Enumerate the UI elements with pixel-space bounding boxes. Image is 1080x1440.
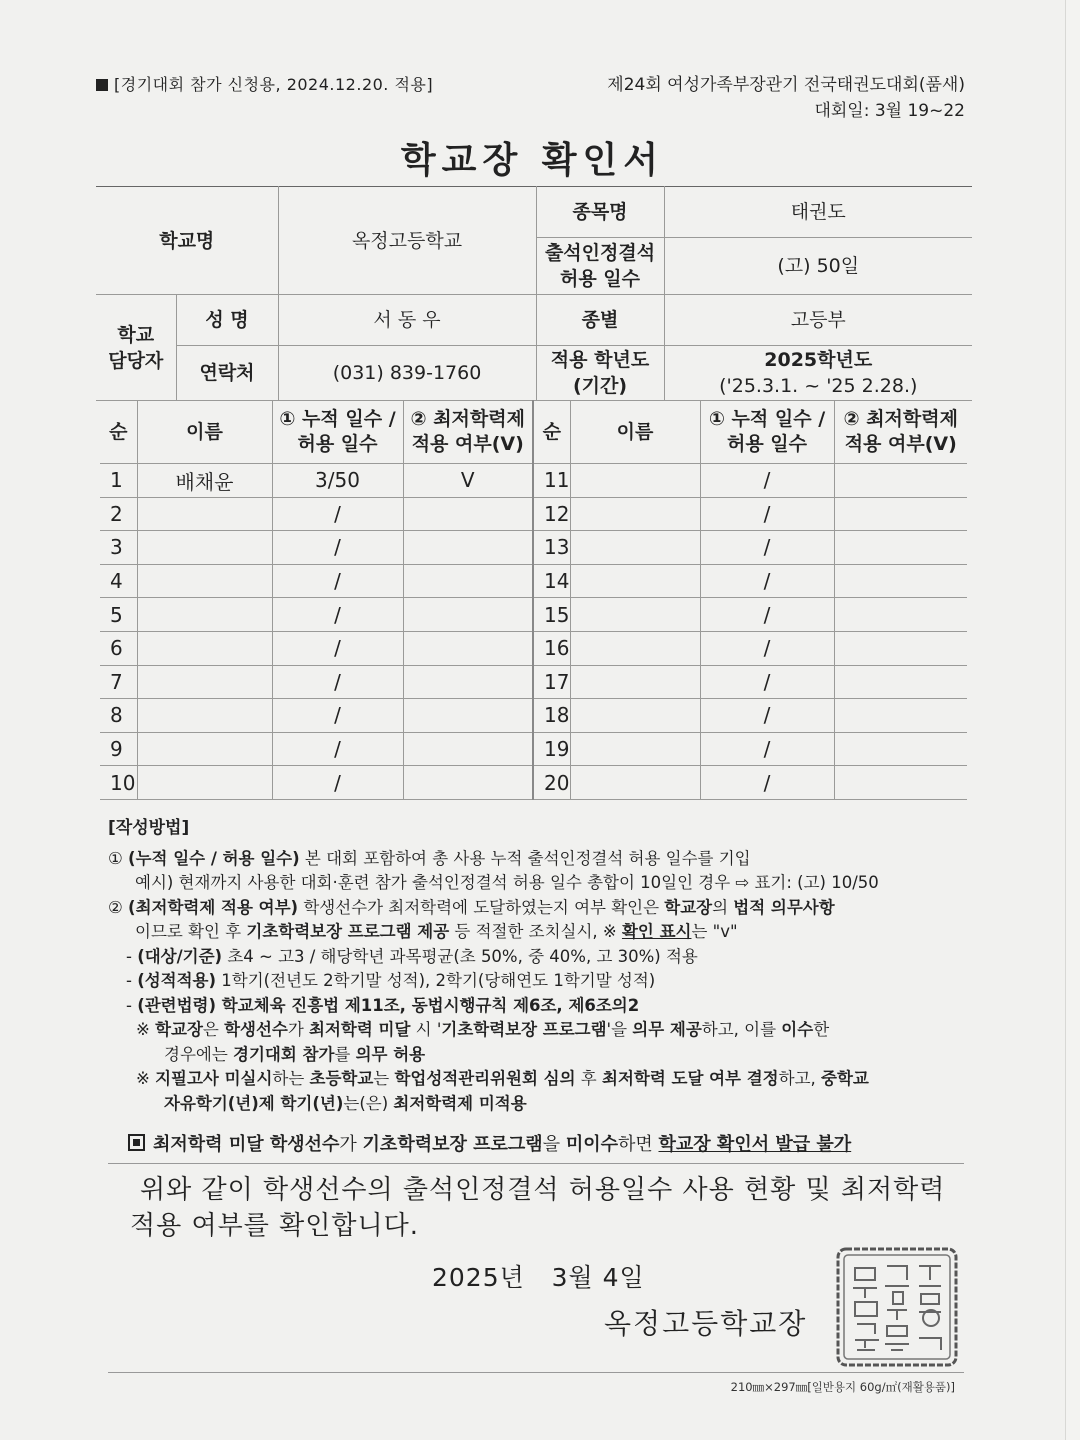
notice-bold: 미이수 xyxy=(565,1134,618,1155)
min-header xyxy=(403,401,533,464)
days-value: / xyxy=(272,598,403,632)
instruction-text: 시 ' xyxy=(410,1020,442,1039)
instruction-line xyxy=(108,896,968,921)
min-header-line1: ② 최저학력제 xyxy=(843,408,958,430)
competition-info xyxy=(607,72,965,124)
instruction-bold: 의무 제공 xyxy=(632,1020,702,1039)
table-row xyxy=(100,531,967,565)
row-number: 19 xyxy=(533,732,570,766)
document-title: 학교장 확인서 xyxy=(400,140,665,181)
instruction-text: 하고, xyxy=(778,1069,821,1088)
row-number: 14 xyxy=(533,564,570,598)
instructions xyxy=(108,816,968,1116)
name-label: 성 명 xyxy=(176,295,278,346)
table-row xyxy=(100,732,967,766)
year-value-line2: ('25.3.1. ~ '25 2.28.) xyxy=(719,375,918,397)
instruction-text: 본 대회 포함하여 총 사용 누적 출석인정결석 허용 일수를 기입 xyxy=(299,848,751,868)
principal-name: 옥정고등학교장 xyxy=(604,1307,808,1340)
min-check xyxy=(834,732,967,766)
year-label-line2: (기간) xyxy=(572,375,628,397)
days-value: / xyxy=(700,732,834,766)
year-value xyxy=(664,346,972,401)
student-name xyxy=(137,598,272,632)
min-check xyxy=(834,531,967,565)
days-value: / xyxy=(272,564,403,598)
row-number: 7 xyxy=(100,665,137,699)
table-row xyxy=(100,631,967,665)
info-table xyxy=(96,186,972,401)
year-value-line1: 2025학년도 xyxy=(764,349,873,371)
instruction-text: 는 "v" xyxy=(691,922,738,941)
issuance-notice xyxy=(128,1130,851,1156)
instruction-text: 는(은) xyxy=(343,1093,394,1113)
row-number: 3 xyxy=(100,531,137,565)
dash: - xyxy=(126,946,138,966)
min-check xyxy=(834,665,967,699)
days-value: / xyxy=(700,564,834,598)
circled-one: ① xyxy=(108,848,123,868)
instruction-text: 이므로 확인 후 xyxy=(135,922,247,941)
instruction-bold: 최저학력제 미적용 xyxy=(393,1093,527,1113)
row-number: 18 xyxy=(533,699,570,733)
confirmation-statement xyxy=(130,1172,970,1244)
issue-date: 2025년 3월 4일 xyxy=(432,1263,645,1292)
roster-table xyxy=(100,400,967,800)
days-value: / xyxy=(700,665,834,699)
min-check xyxy=(403,497,533,531)
min-check xyxy=(403,732,533,766)
days-value: / xyxy=(700,497,834,531)
competition-date: 대회일: 3월 19~22 xyxy=(814,101,965,121)
min-header-line1: ② 최저학력제 xyxy=(410,408,525,430)
student-name xyxy=(137,665,272,699)
min-check xyxy=(834,766,967,800)
min-header-line2: 적용 여부(V) xyxy=(844,433,957,455)
notice-underline: 학교장 확인서 발급 불가 xyxy=(658,1134,852,1155)
row-number: 17 xyxy=(533,665,570,699)
notice-bold: 최저학력 미달 학생선수 xyxy=(153,1134,340,1155)
student-name xyxy=(570,564,700,598)
instruction-text: 한 xyxy=(813,1020,830,1039)
instruction-bold: 지필고사 미실시 xyxy=(155,1069,273,1088)
instruction-line xyxy=(108,1067,968,1092)
row-number: 15 xyxy=(533,598,570,632)
days-header-line1: ① 누적 일수 / xyxy=(279,408,396,430)
black-square-icon xyxy=(96,79,108,91)
days-value: / xyxy=(700,699,834,733)
instructions-heading: [작성방법] xyxy=(108,818,190,838)
instruction-bold: 학생선수 xyxy=(224,1020,288,1039)
row-number: 20 xyxy=(533,766,570,800)
instruction-line xyxy=(108,920,968,945)
instruction-text: 의 xyxy=(712,897,734,917)
instruction-text: 1학기(전년도 2학기말 성적), 2학기(당해연도 1학기말 성적) xyxy=(216,971,656,990)
days-value: / xyxy=(700,531,834,565)
paper-spec: 210㎜×297㎜[일반용지 60g/㎡(재활용품)] xyxy=(730,1380,955,1394)
student-name xyxy=(137,766,272,800)
student-name xyxy=(137,564,272,598)
row-number: 6 xyxy=(100,631,137,665)
note-mark: ※ xyxy=(136,1020,156,1039)
min-check xyxy=(403,699,533,733)
instruction-bold: 학교장 xyxy=(664,897,713,917)
seq-header: 순 xyxy=(100,401,137,464)
footer-divider xyxy=(108,1372,964,1373)
days-value: / xyxy=(700,631,834,665)
attendance-value: (고) 50일 xyxy=(664,238,972,295)
days-value: / xyxy=(272,631,403,665)
min-check xyxy=(834,464,967,498)
contact-label: 연락처 xyxy=(176,346,278,401)
divider xyxy=(108,1163,964,1164)
instruction-bold: 기초학력보장 프로그램 xyxy=(441,1020,607,1039)
instruction-line xyxy=(108,871,968,896)
instruction-bold: 최저학력 미달 xyxy=(309,1020,411,1039)
instruction-bold: 법적 의무사항 xyxy=(733,897,835,917)
school-label: 학교명 xyxy=(96,187,278,295)
row-number: 5 xyxy=(100,598,137,632)
student-name xyxy=(570,766,700,800)
instruction-text: 학생선수가 최저학력에 도달하였는지 여부 확인은 xyxy=(298,897,665,917)
min-check xyxy=(403,665,533,699)
min-check xyxy=(403,766,533,800)
row-number: 12 xyxy=(533,497,570,531)
row-number: 9 xyxy=(100,732,137,766)
official-seal xyxy=(835,1246,959,1368)
instruction-bold: (최저학력제 적용 여부) xyxy=(128,897,299,917)
instruction-text: 경우에는 xyxy=(164,1044,234,1064)
manager-label-line2: 담당자 xyxy=(108,349,164,372)
division-label: 종별 xyxy=(536,295,664,346)
event-label: 종목명 xyxy=(536,187,664,238)
days-header-line2: 허용 일수 xyxy=(297,433,378,455)
attendance-label-line1: 출석인정결석 xyxy=(544,242,656,264)
row-number: 8 xyxy=(100,699,137,733)
notice-text: 가 xyxy=(339,1134,363,1155)
student-name xyxy=(570,665,700,699)
seq-header: 순 xyxy=(533,401,570,464)
table-row xyxy=(100,699,967,733)
event-value: 태권도 xyxy=(664,187,972,238)
notice-text: 을 xyxy=(542,1134,566,1155)
row-number: 2 xyxy=(100,497,137,531)
instruction-text: 를 xyxy=(334,1044,356,1064)
student-name xyxy=(137,531,272,565)
note-mark: ※ xyxy=(136,1069,156,1088)
instruction-line xyxy=(108,994,968,1019)
student-name xyxy=(137,732,272,766)
min-check xyxy=(834,598,967,632)
instruction-bold: 중학교 xyxy=(821,1069,869,1088)
days-value: / xyxy=(272,699,403,733)
days-header xyxy=(700,401,834,464)
year-label xyxy=(536,346,664,401)
row-number: 1 xyxy=(100,464,137,498)
instruction-text: 등 적절한 조치실시, ※ xyxy=(449,922,622,941)
instruction-line xyxy=(108,1018,968,1043)
name-header: 이름 xyxy=(137,401,272,464)
dash: - xyxy=(126,995,138,1015)
student-name xyxy=(137,631,272,665)
competition-title: 제24회 여성가족부장관기 전국태권도대회(품새) xyxy=(607,75,965,95)
min-check: V xyxy=(403,464,533,498)
student-name xyxy=(137,699,272,733)
circled-two: ② xyxy=(108,897,123,917)
min-header xyxy=(834,401,967,464)
days-value: / xyxy=(700,766,834,800)
row-number: 13 xyxy=(533,531,570,565)
instruction-bold: 초등학교 xyxy=(309,1069,374,1088)
student-name xyxy=(570,732,700,766)
instruction-bold: 이수 xyxy=(781,1020,814,1039)
instruction-text: 가 xyxy=(287,1020,310,1039)
instruction-text: 하고, 이를 xyxy=(701,1020,782,1039)
application-note-text: [경기대회 참가 신청용, 2024.12.20. 적용] xyxy=(114,75,434,94)
notice-bold: 기초학력보장 프로그램 xyxy=(362,1134,543,1155)
student-name xyxy=(570,531,700,565)
instruction-bold: (누적 일수 / 허용 일수) xyxy=(128,848,300,868)
instruction-line xyxy=(108,1092,968,1117)
instruction-bold: 최저학력 도달 여부 결정 xyxy=(602,1069,779,1088)
row-number: 16 xyxy=(533,631,570,665)
days-value: / xyxy=(700,464,834,498)
instruction-bold: 기초학력보장 프로그램 제공 xyxy=(246,922,450,941)
days-value: / xyxy=(272,497,403,531)
attendance-label-line2: 허용 일수 xyxy=(559,268,641,290)
table-row xyxy=(100,598,967,632)
min-check xyxy=(403,531,533,565)
division-value: 고등부 xyxy=(664,295,972,346)
contact-value: (031) 839-1760 xyxy=(278,346,536,401)
min-header-line2: 적용 여부(V) xyxy=(411,433,524,455)
instruction-bold: 경기대회 참가 xyxy=(233,1044,335,1064)
instruction-bold: 의무 허용 xyxy=(355,1044,426,1064)
name-header: 이름 xyxy=(570,401,700,464)
min-check xyxy=(403,598,533,632)
instruction-bold: 자유학기(년)제 학기(년) xyxy=(164,1093,344,1113)
table-row xyxy=(100,665,967,699)
student-name xyxy=(570,631,700,665)
manager-label xyxy=(96,295,176,401)
dash: - xyxy=(126,971,138,990)
instruction-text: 은 xyxy=(202,1020,225,1039)
instruction-bold: 학교장 xyxy=(155,1020,203,1039)
days-value: / xyxy=(272,665,403,699)
instruction-line xyxy=(108,969,968,994)
student-name xyxy=(570,598,700,632)
instruction-text: 초4 ~ 고3 / 해당학년 과목평균(초 50%, 중 40%, 고 30%) 적용 xyxy=(222,946,698,966)
days-header-line2: 허용 일수 xyxy=(726,433,808,455)
instruction-text: 예시) 현재까지 사용한 대회·훈련 참가 출석인정결석 허용 일수 총합이 10일인 경우 ⇨ 표기: (고) 10/50 xyxy=(135,873,879,892)
instruction-bold-underline: 확인 표시 xyxy=(621,922,692,941)
confirmation-line1: 위와 같이 학생선수의 출석인정결석 허용일수 사용 현황 및 최저학력 xyxy=(140,1175,946,1205)
days-value: / xyxy=(272,766,403,800)
instruction-bold: 학업성적관리위원회 심의 xyxy=(394,1069,576,1088)
application-note xyxy=(96,72,433,95)
instruction-text: 는 xyxy=(373,1069,395,1088)
days-value: 3/50 xyxy=(272,464,403,498)
min-check xyxy=(403,564,533,598)
name-value: 서 동 우 xyxy=(278,295,536,346)
instruction-bold: (대상/기준) xyxy=(137,946,223,966)
instruction-line xyxy=(108,945,968,970)
row-number: 10 xyxy=(100,766,137,800)
student-name xyxy=(570,699,700,733)
student-name xyxy=(570,497,700,531)
days-value: / xyxy=(272,531,403,565)
instruction-text: 후 xyxy=(575,1069,602,1088)
student-name xyxy=(137,497,272,531)
min-check xyxy=(403,631,533,665)
min-check xyxy=(834,699,967,733)
student-name xyxy=(570,464,700,498)
year-label-line1: 적용 학년도 xyxy=(550,349,650,371)
notice-text: 하면 xyxy=(618,1134,659,1155)
table-row xyxy=(100,464,967,498)
table-row xyxy=(100,564,967,598)
days-value: / xyxy=(272,732,403,766)
days-header-line1: ① 누적 일수 / xyxy=(708,408,826,430)
table-row xyxy=(100,766,967,800)
instruction-line xyxy=(108,847,968,872)
table-row xyxy=(100,497,967,531)
days-header xyxy=(272,401,403,464)
instruction-bold: (관련법령) 학교체육 진흥법 제11조, 동법시행규칙 제6조, 제6조의2 xyxy=(137,995,640,1015)
days-value: / xyxy=(700,598,834,632)
checkbox-square-icon xyxy=(128,1134,145,1151)
instruction-text: 하는 xyxy=(272,1069,310,1088)
min-check xyxy=(834,631,967,665)
attendance-label xyxy=(536,238,664,295)
confirmation-line2: 적용 여부를 확인합니다. xyxy=(130,1211,419,1241)
min-check xyxy=(834,564,967,598)
row-number: 11 xyxy=(533,464,570,498)
instruction-line xyxy=(108,1043,968,1068)
instruction-text: '을 xyxy=(606,1020,633,1039)
student-name: 배채윤 xyxy=(137,464,272,498)
school-value: 옥정고등학교 xyxy=(278,187,536,295)
row-number: 4 xyxy=(100,564,137,598)
instruction-bold: (성적적용) xyxy=(137,971,217,990)
min-check xyxy=(834,497,967,531)
manager-label-line1: 학교 xyxy=(117,323,155,346)
